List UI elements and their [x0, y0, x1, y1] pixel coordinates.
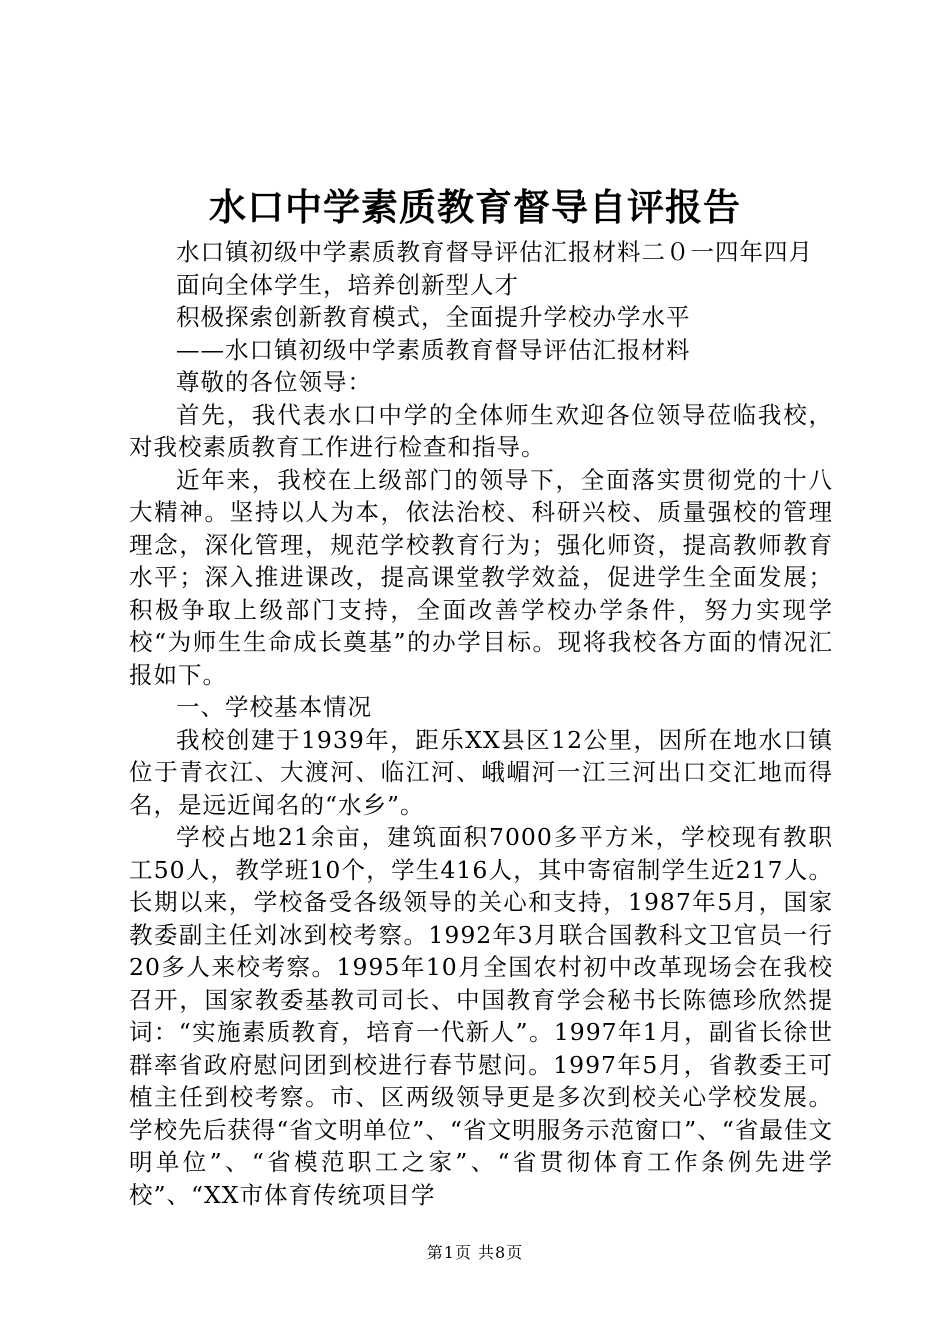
paragraph-facilities: 学校占地21余亩，建筑面积7000多平方米，学校现有教职工50人，教学班10个，学生416人，其中寄宿制学生近217人。长期以来，学校备受各级领导的关心和支持，1987年5月，国家教委副主任刘冰到校考察。1992年3月联合国教科文卫官员一行20多人来校考察。1995年10月全国农村初中改革现场会在我校召开，国家教委基教司司长、中国教育学会秘书长陈德珍欣然提词：“实施素质教育，培育一代新人”。1997年1月，副省长徐世群率省政府慰问团到校进行春节慰问。1997年5月，省教委王可植主任到校考察。市、区两级领导更是多次到校关心学校发展。学校先后获得“省文明单位”、“省文明服务示范窗口”、“省最佳文明单位”、“省模范职工之家”、“省贯彻体育工作条例先进学校”、“XX市体育传统项目学 — [129, 823, 833, 1209]
paragraph-welcome: 首先，我代表水口中学的全体师生欢迎各位领导莅临我校，对我校素质教育工作进行检查和指导。 — [129, 400, 833, 461]
paragraph-history: 我校创建于1939年，距乐XX县区12公里，因所在地水口镇位于青衣江、大渡河、临江河、峨嵋河一江三河出口交汇地而得名，是远近闻名的“水乡”。 — [129, 725, 833, 819]
paragraph-intro: 近年来，我校在上级部门的领导下，全面落实贯彻党的十八大精神。坚持以人为本，依法治校、科研兴校、质量强校的管理理念，深化管理，规范学校教育行为；强化师资，提高教师教育水平；深入推进课改，提高课堂教学效益，促进学生全面发展；积极争取上级部门支持，全面改善学校办学条件，努力实现学校“为师生生命成长奠基”的办学目标。现将我校各方面的情况汇报如下。 — [129, 465, 833, 689]
paragraph-source: ——水口镇初级中学素质教育督导评估汇报材料 — [176, 335, 691, 364]
page-number-footer: 第1页 共8页 — [426, 1243, 524, 1262]
paragraph-salutation: 尊敬的各位领导： — [176, 368, 372, 396]
paragraph-subtitle: 水口镇初级中学素质教育督导评估汇报材料二０一四年四月 — [176, 238, 813, 266]
section-heading: 一、学校基本情况 — [176, 693, 372, 721]
document-title: 水口中学素质教育督导自评报告 — [209, 185, 741, 229]
paragraph-motto-1: 面向全体学生，培养创新型人才 — [176, 270, 519, 299]
document-body — [129, 236, 833, 1211]
paragraph-motto-2: 积极探索创新教育模式，全面提升学校办学水平 — [176, 303, 691, 331]
